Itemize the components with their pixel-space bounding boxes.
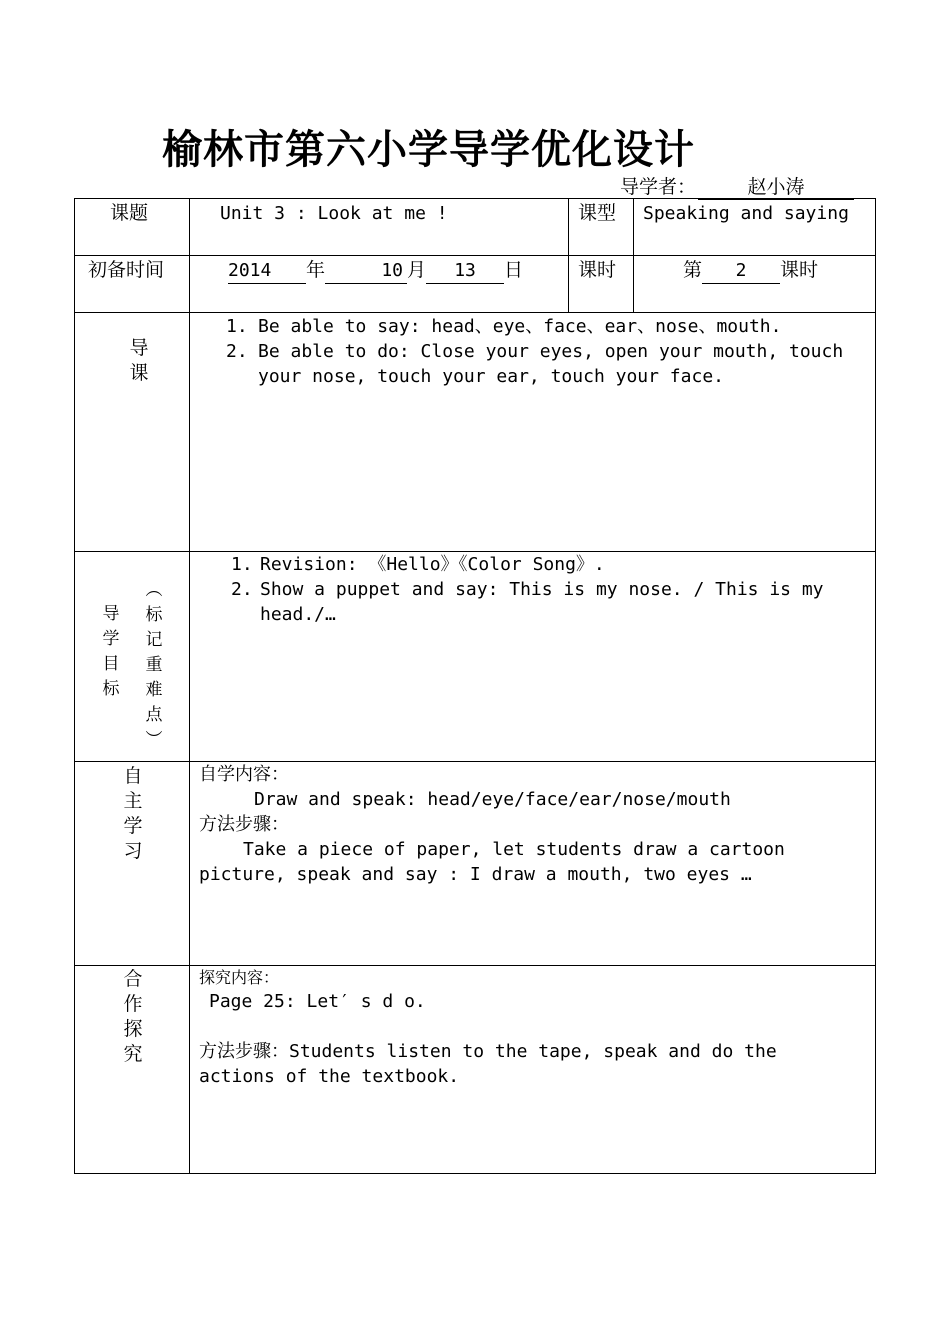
month-unit: 月 xyxy=(407,259,427,281)
cooperative-method-label: 方法步骤： xyxy=(199,1041,289,1062)
cooperative-content-text: Page 25: Let′ s d o. xyxy=(209,991,426,1012)
cooperative-method xyxy=(199,1039,859,1089)
cooperative-content-label: 探究内容： xyxy=(199,968,280,987)
time-label: 初备时间 xyxy=(88,259,165,281)
teacher-label: 导学者： xyxy=(620,176,697,198)
day-unit: 日 xyxy=(504,259,524,281)
column-divider xyxy=(189,198,190,1174)
list-item: 1. Revision: 《Hello》《Color Song》. xyxy=(231,554,605,575)
self-study-method-label: 方法步骤： xyxy=(199,814,289,835)
guide-lesson-list xyxy=(226,314,866,389)
column-divider xyxy=(633,198,634,313)
self-study-label: 自 主 学 习 xyxy=(123,765,143,862)
prep-date xyxy=(228,258,523,284)
cooperative-method-text: Students listen to the tape, speak and do the actions of the textbook. xyxy=(199,1041,777,1087)
type-value: Speaking and saying xyxy=(643,203,849,224)
period-number: 2 xyxy=(702,258,780,284)
topic-label: 课题 xyxy=(110,202,149,224)
row-divider xyxy=(74,255,876,256)
self-study-content xyxy=(199,762,859,887)
table-border-left xyxy=(74,198,75,1174)
row-divider xyxy=(74,965,876,966)
list-item: 2. Be able to do: Close your eyes, open your mouth, touch your nose, touch your ear, touch your face. xyxy=(226,341,844,387)
year-value: 2014 xyxy=(228,258,306,284)
objectives-note-label: ︵ 标 记 重 难 点 ︶ xyxy=(145,580,163,750)
list-item: 2. Show a puppet and say: This is my nose. / This is my head./… xyxy=(231,579,824,625)
day-value: 13 xyxy=(426,258,504,284)
list-item: 1. Be able to say: head、eye、face、ear、nose、mouth. xyxy=(226,316,782,337)
self-study-method-text: Take a piece of paper, let students draw a cartoon picture, speak and say : I draw a mouth, two eyes … xyxy=(199,839,785,885)
guide-lesson-label: 导 课 xyxy=(129,337,149,384)
year-unit: 年 xyxy=(306,259,326,281)
table-border-right xyxy=(875,198,876,1174)
document-title: 榆林市第六小学导学优化设计 xyxy=(162,127,695,173)
cooperative-content xyxy=(199,967,859,1089)
self-study-content-text: Draw and speak: head/eye/face/ear/nose/mouth xyxy=(254,789,731,810)
cooperative-label: 合 作 探 究 xyxy=(123,968,143,1065)
period-label: 课时 xyxy=(578,259,617,281)
period-suffix: 课时 xyxy=(780,259,819,281)
objectives-list xyxy=(231,552,861,627)
table-border-bottom xyxy=(74,1173,876,1174)
month-value: 10 xyxy=(325,258,407,284)
column-divider xyxy=(568,198,569,313)
row-divider xyxy=(74,312,876,313)
teacher-line xyxy=(620,172,854,200)
table-border-top xyxy=(74,198,876,199)
period-value xyxy=(683,258,818,284)
topic-value: Unit 3 : Look at me ! xyxy=(220,203,448,224)
objectives-label: 导 学 目 标 xyxy=(102,604,120,699)
teacher-name: 赵小涛 xyxy=(698,172,854,200)
self-study-content-label: 自学内容： xyxy=(199,764,289,785)
period-prefix: 第 xyxy=(683,259,703,281)
type-label: 课型 xyxy=(578,202,617,224)
